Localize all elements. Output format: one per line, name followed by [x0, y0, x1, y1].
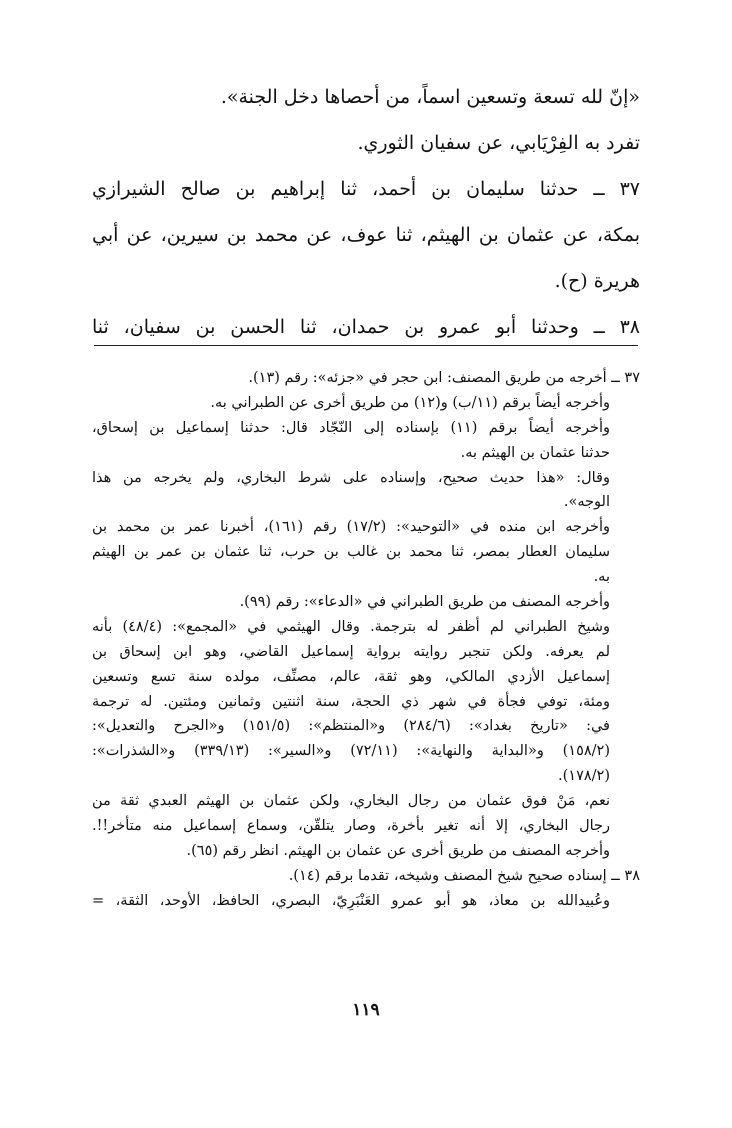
footnote-line: الوجه».	[563, 494, 610, 511]
footnote-line: وأخرجه أيضاً برقم (١١/ب) و(١٢) من طريق أخرى عن الطبراني به.	[210, 394, 610, 411]
footnote-line: ومئة، توفي فجأة في شهر ذي الحجة، سنة اثنتين وثمانين ومئتين. له ترجمة	[92, 693, 610, 710]
footnote-line: في: «تاريخ بغداد»: (٢٨٤/٦) و«المنتظم»: (١٥١/٥) و«الجرح والتعديل»:	[92, 718, 610, 735]
footnotes	[92, 366, 640, 914]
main-line-4: بمكة، عن عثمان بن الهيثم، ثنا عوف، عن محمد بن سيرين، عن أبي	[92, 224, 640, 246]
footnote-line: ٣٧ ــ أخرجه من طريق المصنف: ابن حجر في «جزئه»: رقم (١٣).	[248, 370, 640, 386]
footnote-line: وعُبيدالله بن معاذ، هو أبو عمرو العَنْبَرِيّ، البصري، الحافظ، الأوحد، الثقة، =	[92, 892, 610, 909]
main-line-5: هريرة (ح).	[554, 270, 640, 292]
main-text	[92, 74, 640, 350]
main-line-1: «إنّ لله تسعة وتسعين اسماً، من أحصاها دخل الجنة».	[220, 86, 640, 108]
footnote-line: وأخرجه المصنف من طريق الطبراني في «الدعاء»: رقم (٩٩).	[239, 594, 610, 611]
main-line-2: تفرد به الفِرْيَابي، عن سفيان الثوري.	[357, 132, 640, 154]
footnote-line: وأخرجه أيضاً برقم (١١) بإسناده إلى النّجّاد قال: حدثنا إسماعيل بن إسحاق،	[92, 419, 611, 436]
footnote-line: نعم، مَنْ فوق عثمان من رجال البخاري، ولكن عثمان بن الهيثم العبدي ثقة من	[92, 793, 610, 810]
footnote-line: به.	[593, 569, 610, 586]
main-line-6: ٣٨ ــ وحدثنا أبو عمرو بن حمدان، ثنا الحسن بن سفيان، ثنا	[92, 316, 640, 338]
footnote-line: حدثنا عثمان بن الهيثم به.	[460, 444, 610, 461]
footnote-line: ٣٨ ــ إسناده صحيح شيخ المصنف وشيخه، تقدما برقم (١٤).	[288, 867, 640, 884]
footnote-line: سليمان العطار بمصر، ثنا محمد بن غالب بن حرب، ثنا عثمان بن عمر بن الهيثم	[92, 544, 610, 561]
footnote-line: (١٧٨/٢).	[558, 768, 610, 785]
main-line-3: ٣٧ ــ حدثنا سليمان بن أحمد، ثنا إبراهيم بن صالح الشيرازي	[92, 178, 640, 200]
footnote-line: إسماعيل الأزدي المالكي، وهو ثقة، عالم، مصنِّف، مولده سنة تسع وتسعين	[92, 668, 610, 685]
footnote-line: وقال: «هذا حديث صحيح، وإسناده على شرط البخاري، ولم يخرجه من هذا	[92, 469, 610, 486]
footnote-line: (١٥٨/٢) و«البداية والنهاية»: (٧٢/١١) و«السير»: (٣٣٩/١٣) و«الشذرات»:	[92, 743, 610, 760]
footnote-line: وأخرجه المصنف من طريق أخرى عن عثمان بن الهيثم. انظر رقم (٦٥).	[186, 842, 610, 859]
footnote-line: وأخرجه ابن منده في «التوحيد»: (١٧/٢) رقم (١٦١)، أخبرنا عمر بن محمد بن	[92, 519, 610, 536]
footnote-divider	[94, 345, 638, 346]
footnote-line: لم يعرفه. ولكن تنجبر روايته برواية إسماعيل القاضي، وهو ابن إسحاق بن	[92, 643, 610, 660]
page-number: ١١٩	[352, 1000, 380, 1020]
footnote-line: رجال البخاري، إلا أنه تغير بأخرة، وصار يتلقّن، وسماع إسماعيل منه متأخر!!.	[92, 818, 610, 835]
footnote-line: وشيخ الطبراني لم أظفر له بترجمة. وقال الهيثمي في «المجمع»: (٤٨/٤) بأنه	[92, 618, 611, 635]
